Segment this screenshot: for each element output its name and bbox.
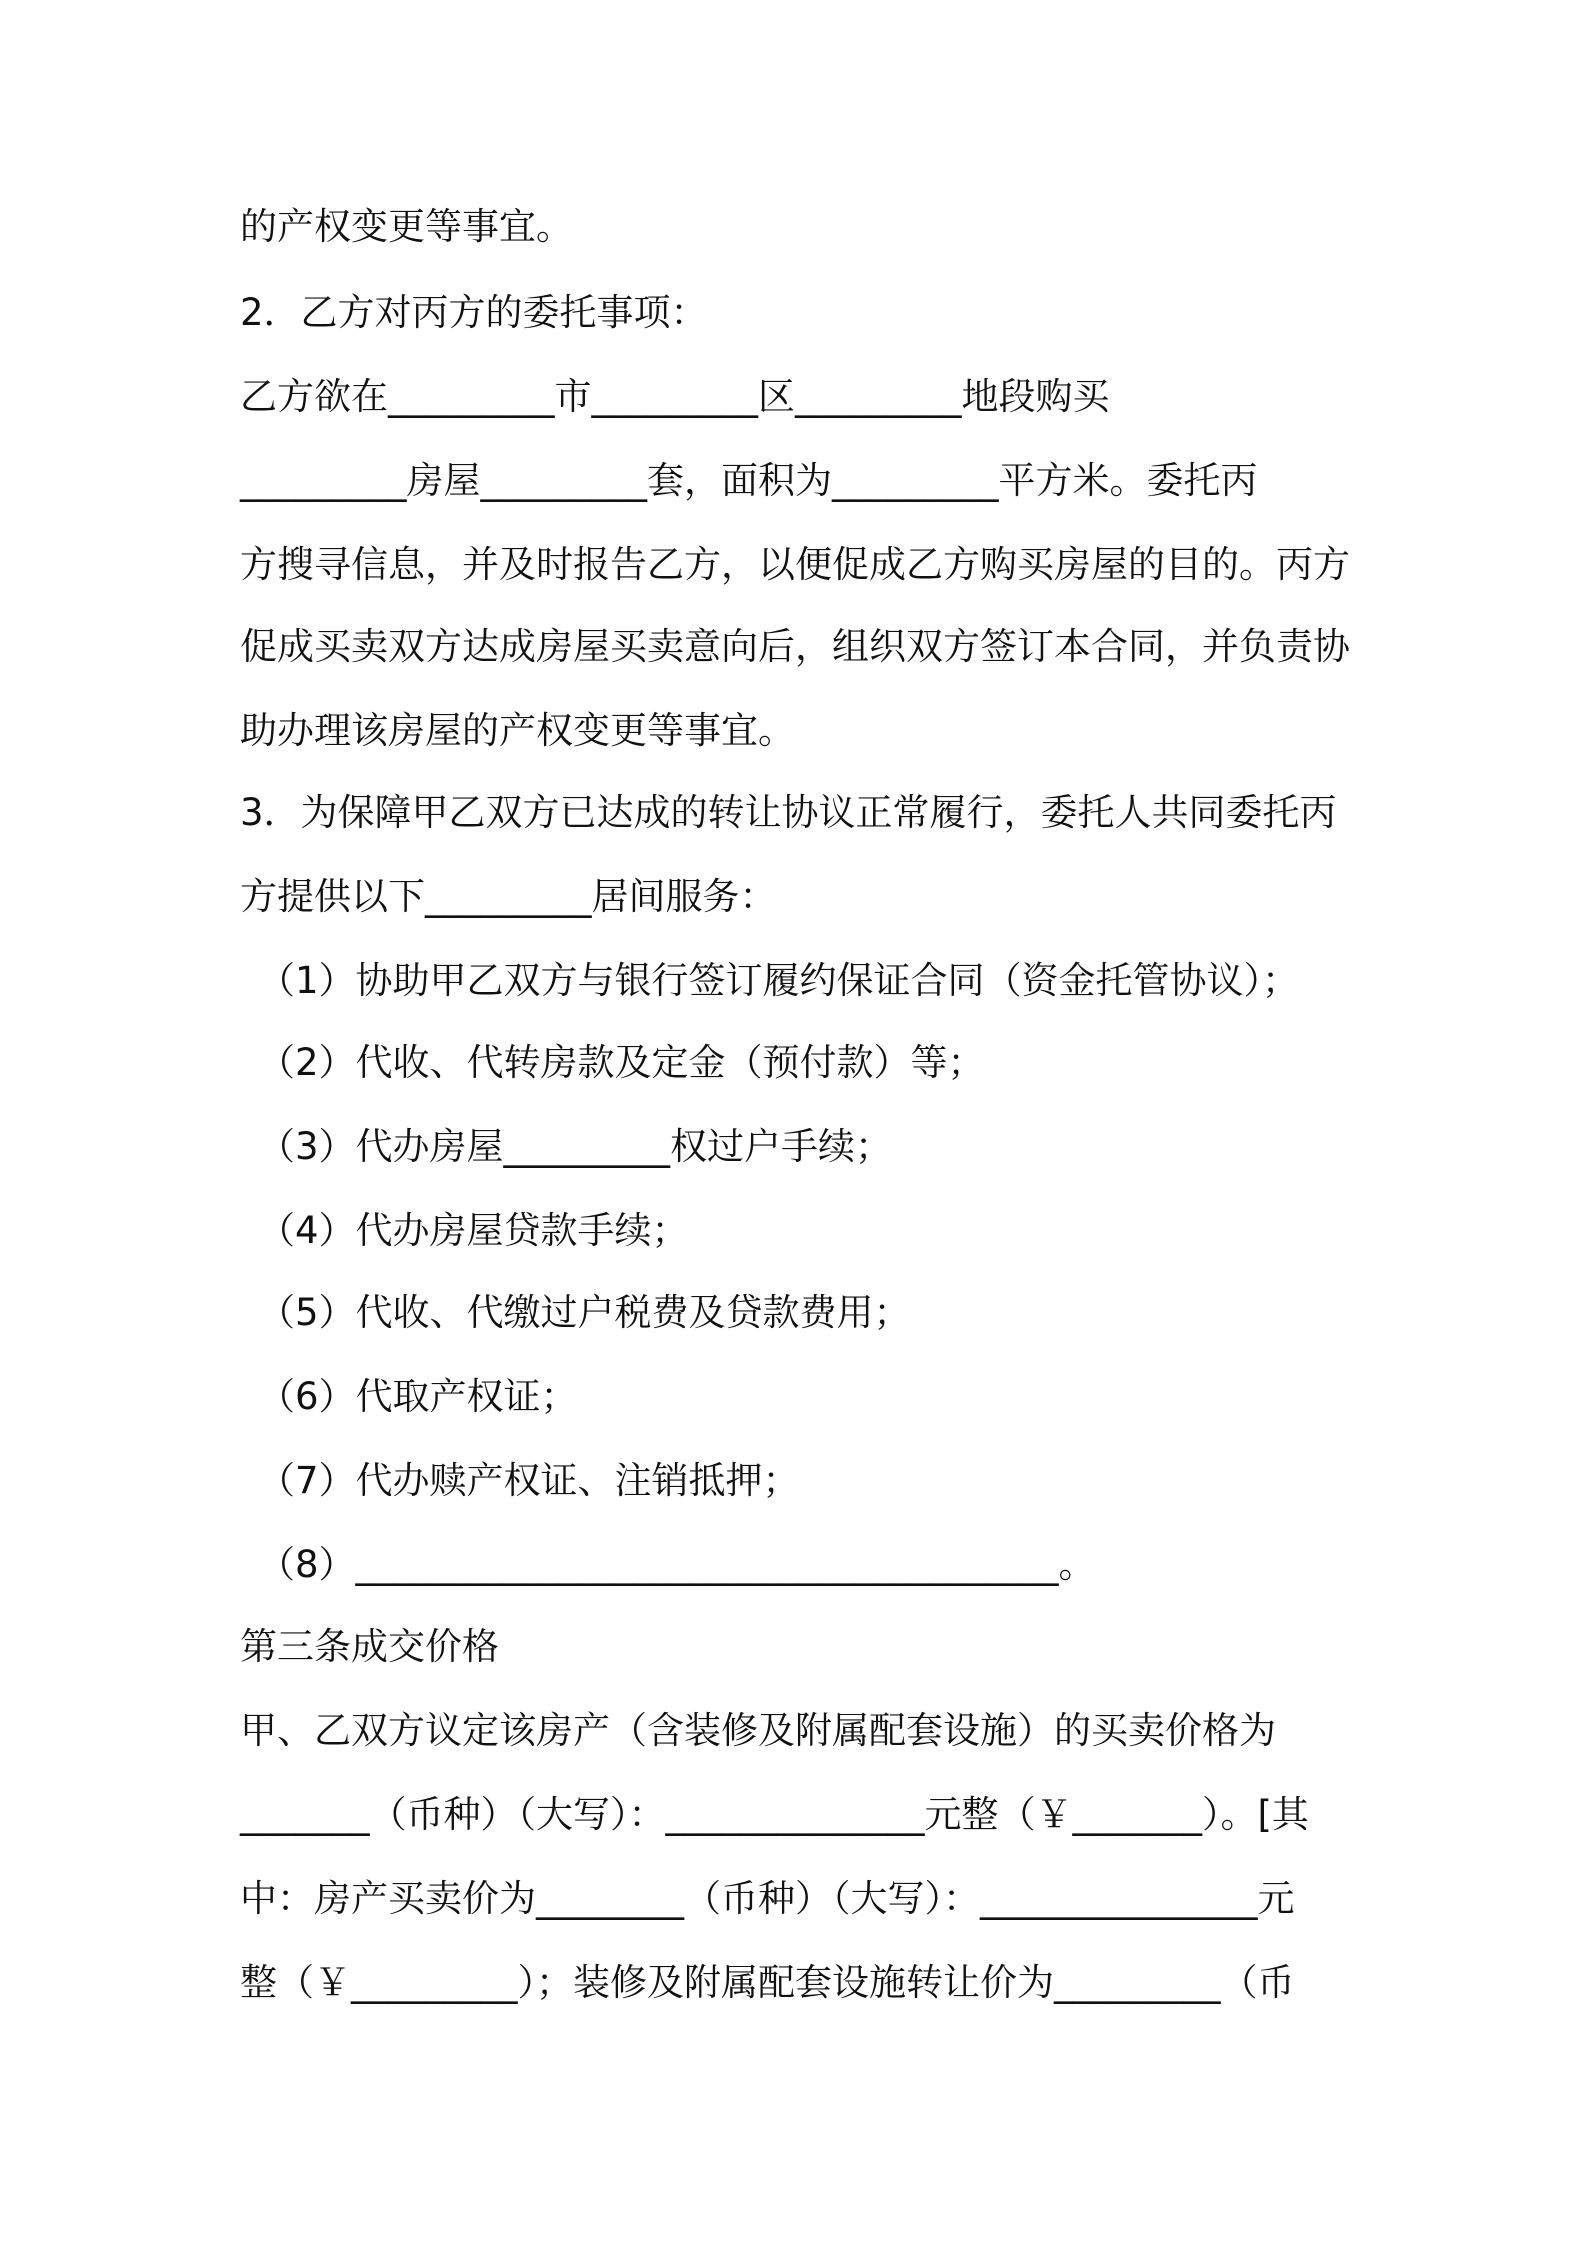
text-line: 方提供以下_________居间服务：	[240, 875, 777, 918]
text-line: 方搜寻信息，并及时报告乙方，以便促成乙方购买房屋的目的。丙方	[240, 543, 1350, 586]
list-item: （4）代办房屋贷款手续；	[258, 1209, 689, 1252]
text-line: 的产权变更等事宜。	[240, 205, 573, 248]
text-line: 促成买卖双方达成房屋买卖意向后，组织双方签订本合同，并负责协	[240, 625, 1350, 668]
text-line: _______（币种）（大写）：______________元整（￥_______）。[其	[240, 1793, 1309, 1836]
text-line: 2．乙方对丙方的委托事项：	[240, 291, 708, 334]
text-line: 中：房产买卖价为________（币种）（大写）：_______________元	[240, 1877, 1295, 1920]
text-line: 3．为保障甲乙双方已达成的转让协议正常履行，委托人共同委托丙	[240, 791, 1337, 834]
list-item: （2）代收、代转房款及定金（预付款）等；	[258, 1041, 985, 1084]
list-item: （1）协助甲乙双方与银行签订履约保证合同（资金托管协议）；	[258, 959, 1300, 1002]
text-line: 助办理该房屋的产权变更等事宜。	[240, 709, 795, 752]
text-line: _________房屋_________套，面积为_________平方米。委托丙	[240, 459, 1258, 502]
list-item: （8）______________________________________。	[258, 1543, 1096, 1586]
list-item: （5）代收、代缴过户税费及贷款费用；	[258, 1291, 911, 1334]
text-line: 甲、乙双方议定该房产（含装修及附属配套设施）的买卖价格为	[240, 1709, 1276, 1752]
list-item: （3）代办房屋_________权过户手续；	[258, 1125, 893, 1168]
list-item: （6）代取产权证；	[258, 1375, 578, 1418]
text-line: 整（￥_________）；装修及附属配套设施转让价为_________（币	[240, 1961, 1295, 2004]
section-heading: 第三条成交价格	[240, 1625, 499, 1668]
list-item: （7）代办赎产权证、注销抵押；	[258, 1459, 800, 1502]
text-line: 乙方欲在_________市_________区_________地段购买	[240, 375, 1110, 418]
